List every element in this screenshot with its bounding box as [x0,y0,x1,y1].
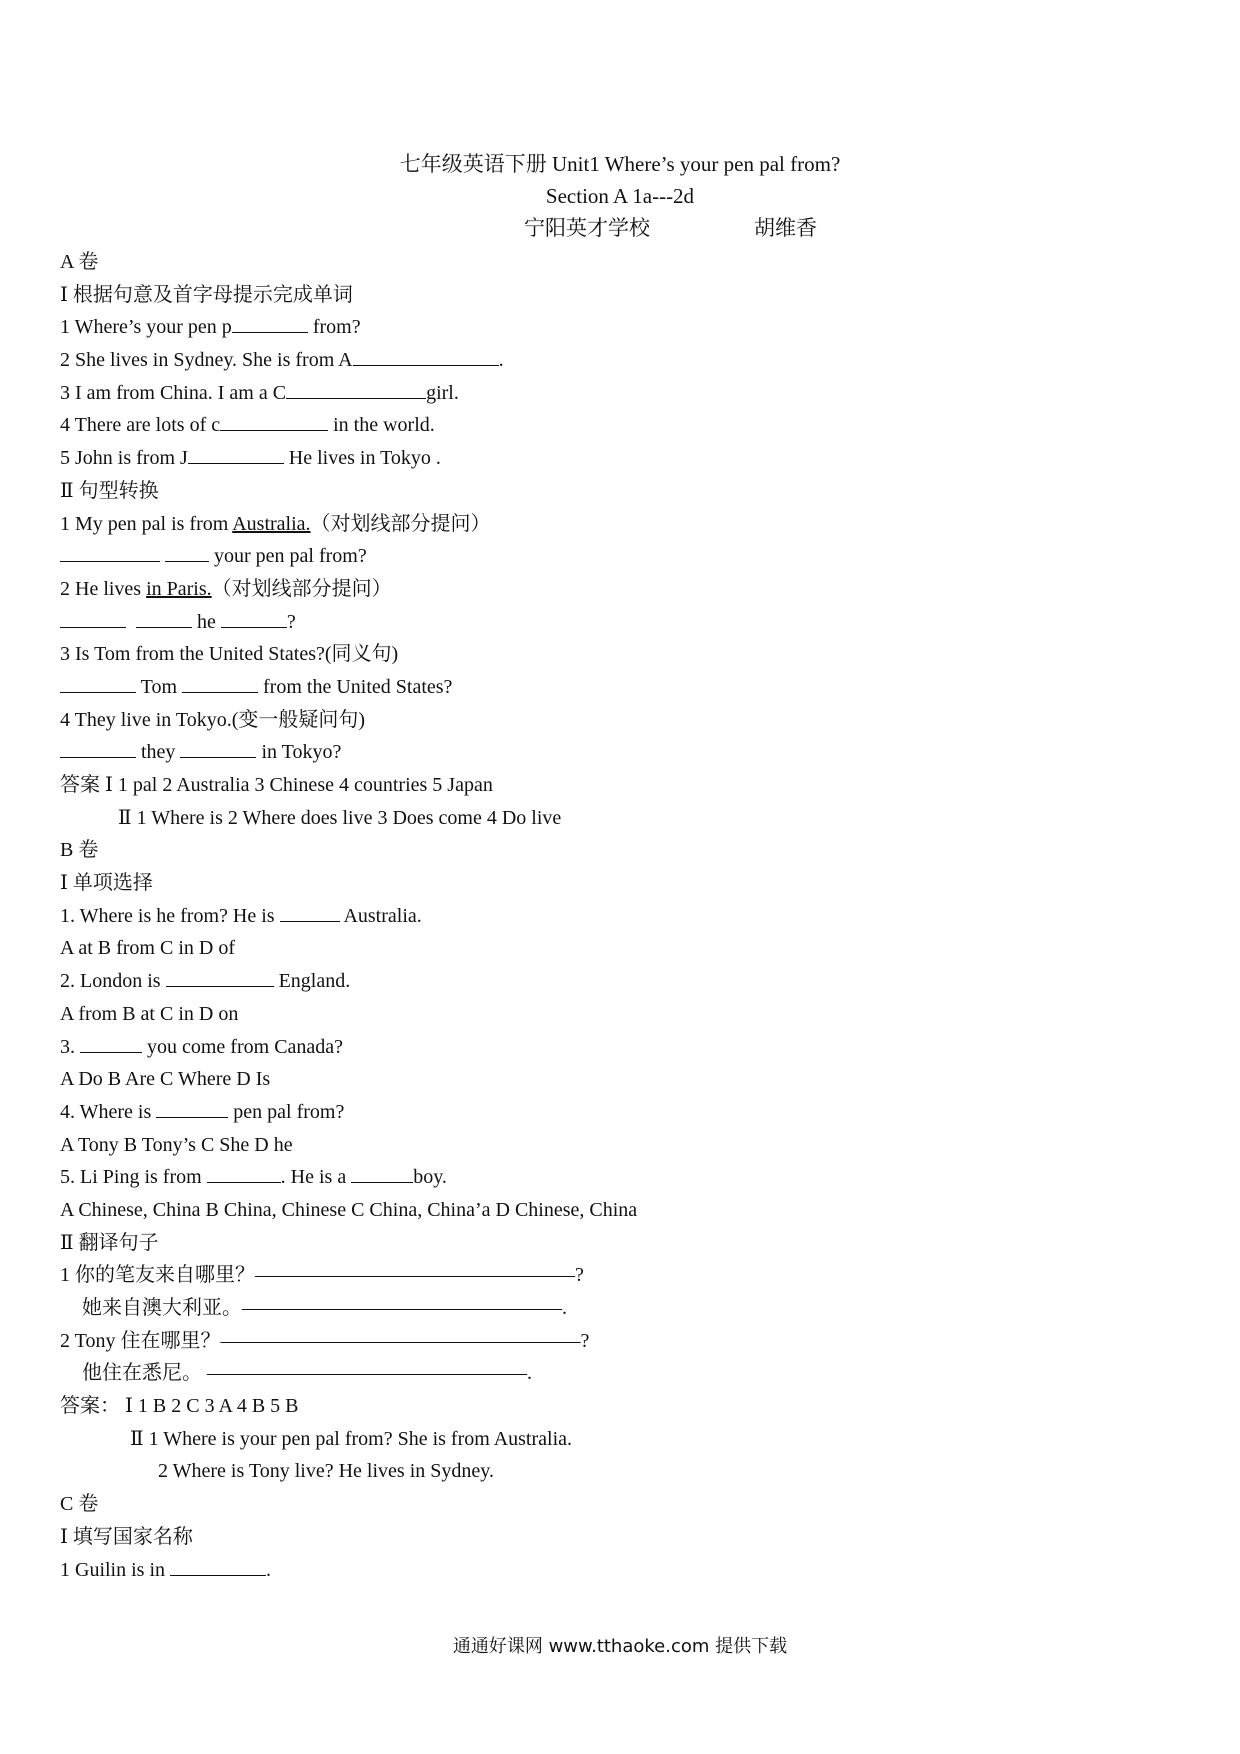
answer-blank[interactable] [182,674,258,693]
answer-line: Tom from the United States? [60,671,1180,704]
answer-blank[interactable] [353,347,499,366]
part-c-label: C 卷 [60,1493,99,1516]
teacher-name: 胡维香 [754,216,817,240]
document-header [0,148,1240,244]
question-line: 2 He lives in Paris.（对划线部分提问） [60,577,392,600]
answer-line: your pen pal from? [60,540,1180,573]
part-b-section-2-title: Ⅱ 翻译句子 [60,1231,159,1254]
options-line: A Tony B Tony’s C She D he [60,1133,293,1156]
part-b-answers-1: 答案： Ⅰ 1 B 2 C 3 A 4 B 5 B [60,1395,299,1418]
answer-blank[interactable] [221,609,287,628]
question-line: 4 There are lots of c in the world. [60,414,435,437]
part-a-section-1-title: Ⅰ 根据句意及首字母提示完成单词 [60,283,353,306]
answer-line: they in Tokyo? [60,736,1180,769]
translation-question: 1 你的笔友来自哪里？————————————————? [60,1264,584,1287]
answer-blank[interactable] [60,543,160,562]
translation-question: 她来自澳大利亚。————————————————. [82,1297,567,1319]
answer-blank[interactable] [351,1164,413,1183]
answer-blank[interactable] [280,903,340,922]
part-a-answers-2: Ⅱ 1 Where is 2 Where does live 3 Does come 4 Do live [118,806,562,829]
question-line: 4 They live in Tokyo.(变一般疑问句) [60,708,366,731]
options-line: A Do B Are C Where D Is [60,1068,271,1091]
question-line: 3 I am from China. I am a C girl. [60,381,459,404]
worksheet-body [60,246,1180,1586]
answer-blank[interactable] [156,1099,228,1118]
translation-question: 他住在悉尼。 ————————————————. [82,1362,532,1385]
question-line: 5. Li Ping is from . He is a boy. [60,1166,447,1189]
answer-blank[interactable] [232,314,308,333]
question-line: 3. you come from Canada? [60,1035,344,1058]
answer-blank[interactable] [60,674,136,693]
answer-blank[interactable] [166,968,274,987]
question-line: 1 My pen pal is from Australia.（对划线部分提问） [60,512,491,535]
question-line: 5 John is from J He lives in Tokyo . [60,447,441,470]
answer-blank[interactable] [207,1164,281,1183]
part-b-answers-2: Ⅱ 1 Where is your pen pal from? She is from Australia. [130,1427,573,1450]
options-line: A Chinese, China B China, Chinese C China, China’a D Chinese, China [60,1198,638,1221]
question-line: 2 She lives in Sydney. She is from A . [60,349,504,372]
part-a-label: A 卷 [60,251,99,273]
question-line: 1. Where is he from? He is Australia. [60,904,422,927]
answer-blank[interactable] [80,1034,142,1053]
answer-blank[interactable] [220,412,328,431]
author-line [0,212,1240,244]
part-a-answers-1: 答案 Ⅰ 1 pal 2 Australia 3 Chinese 4 countries 5 Japan [60,774,493,796]
section-subtitle: Section A 1a---2d [545,184,695,208]
part-b-answers-3: 2 Where is Tony live? He lives in Sydney. [158,1460,494,1483]
page-footer: 通通好课网 www.tthaoke.com 提供下载 [452,1636,788,1657]
answer-blank[interactable] [286,380,426,399]
question-line: 1 Guilin is in . [60,1558,272,1581]
part-c-section-1-title: Ⅰ 填写国家名称 [60,1525,193,1548]
document-title: 七年级英语下册 Unit1 Where’s your pen pal from? [399,152,841,176]
question-line: 1 Where’s your pen p from? [60,316,361,339]
question-line: 4. Where is pen pal from? [60,1100,345,1123]
answer-line: he ? [60,606,1180,639]
part-b-section-1-title: Ⅰ 单项选择 [60,872,153,895]
answer-blank[interactable] [165,543,209,562]
answer-blank[interactable] [136,609,192,628]
translation-question: 2 Tony 住在哪里？——————————————————? [60,1329,590,1352]
part-a-section-2-title: Ⅱ 句型转换 [60,479,159,502]
options-line: A from B at C in D on [60,1002,239,1025]
question-line: 3 Is Tom from the United States?(同义句) [60,643,399,666]
school-name: 宁阳英才学校 [524,216,650,240]
part-b-label: B 卷 [60,839,99,862]
answer-blank[interactable] [180,739,256,758]
options-line: A at B from C in D of [60,937,235,960]
answer-blank[interactable] [188,445,284,464]
answer-blank[interactable] [170,1557,266,1576]
answer-blank[interactable] [60,609,126,628]
answer-blank[interactable] [60,739,136,758]
question-line: 2. London is England. [60,970,351,993]
